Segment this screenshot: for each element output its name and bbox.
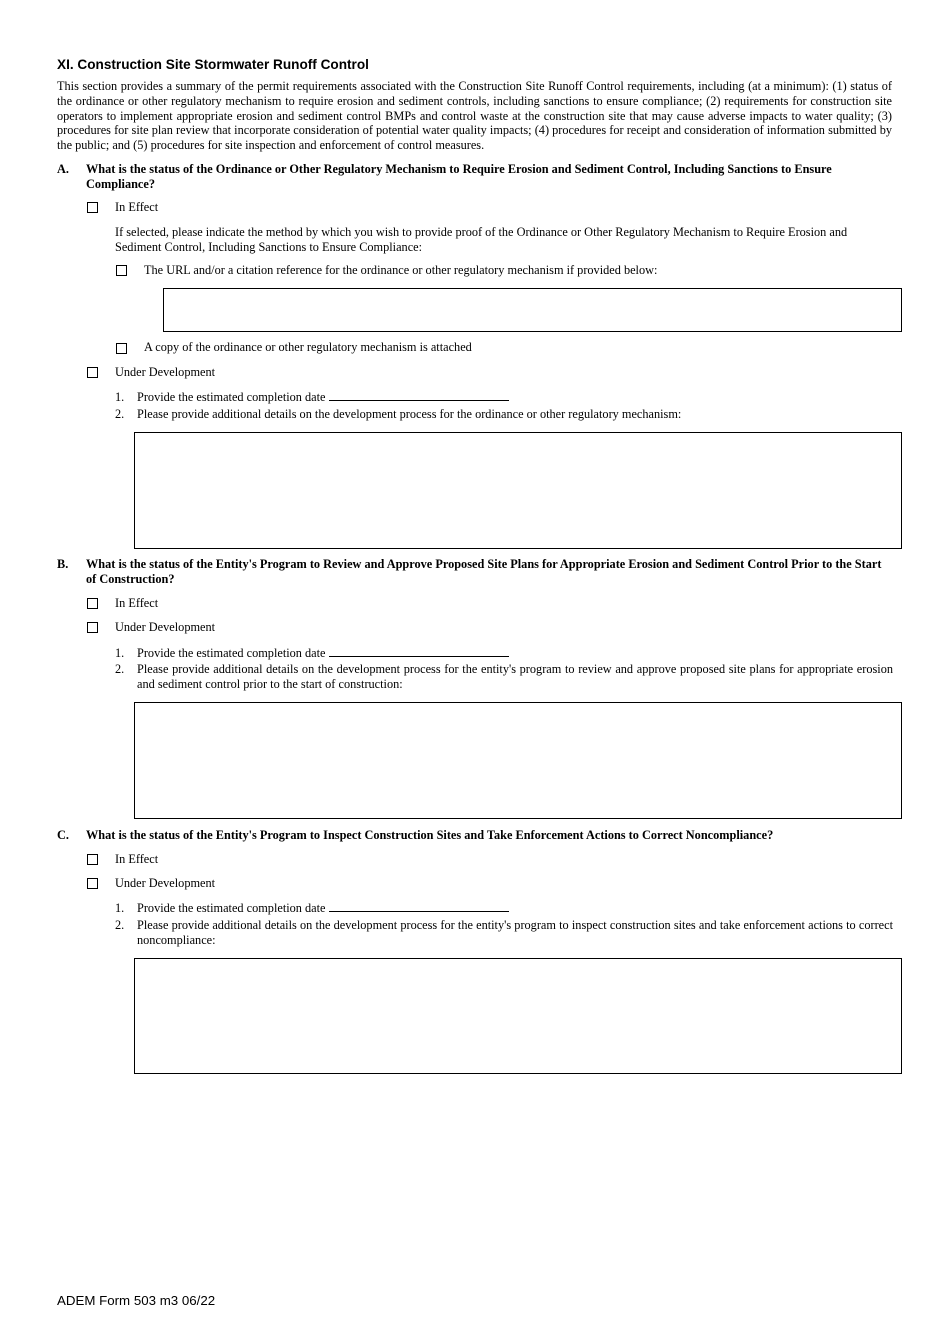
question-a-url-input[interactable] (164, 289, 901, 331)
question-a-item-1-number: 1. (115, 390, 125, 404)
question-c-item-2-number: 2. (115, 918, 125, 932)
question-b-under-development-checkbox[interactable] (87, 622, 98, 633)
question-c-letter: C. (57, 828, 69, 842)
question-c-under-development-label: Under Development (115, 876, 216, 890)
form-id-footer: ADEM Form 503 m3 06/22 (57, 1293, 216, 1308)
question-c-item-1 (115, 900, 509, 916)
question-a-copy-label: A copy of the ordinance or other regulatory mechanism is attached (144, 340, 472, 354)
question-c-in-effect-label: In Effect (115, 852, 159, 866)
question-a-url-field[interactable] (163, 288, 902, 332)
question-b-completion-date-line[interactable] (329, 645, 509, 657)
section-title: XI. Construction Site Stormwater Runoff Control (57, 57, 369, 72)
question-b-item-1 (115, 645, 509, 661)
question-c-completion-date-line[interactable] (329, 900, 509, 912)
question-b-item-1-number: 1. (115, 646, 125, 660)
question-c-in-effect-checkbox[interactable] (87, 854, 98, 865)
question-a-url-checkbox[interactable] (116, 265, 127, 276)
question-b-item-2 (115, 662, 893, 692)
question-b-details-input[interactable] (135, 703, 901, 818)
question-a-details-field[interactable] (134, 432, 902, 549)
question-a-in-effect-checkbox[interactable] (87, 202, 98, 213)
question-a-copy-checkbox[interactable] (116, 343, 127, 354)
question-a-letter: A. (57, 162, 69, 176)
question-c-details-field[interactable] (134, 958, 902, 1074)
question-a-completion-date-line[interactable] (329, 389, 509, 401)
question-a-item-2 (115, 407, 681, 422)
question-b-item-1-text: Provide the estimated completion date (137, 646, 326, 660)
question-a-details-input[interactable] (135, 433, 901, 548)
question-c-text: What is the status of the Entity's Program to Inspect Construction Sites and Take Enforcement Actions to Correct Noncompliance? (86, 828, 774, 842)
question-c-details-input[interactable] (135, 959, 901, 1073)
question-b-item-2-text: Please provide additional details on the development process for the entity's program to review and approve proposed site plans for appropriate erosion and sediment control prior to the start of construction: (137, 662, 893, 691)
question-b-letter: B. (57, 557, 69, 571)
question-a-item-2-number: 2. (115, 407, 125, 421)
question-a-url-label: The URL and/or a citation reference for the ordinance or other regulatory mechanism if provided below: (144, 263, 658, 277)
question-a-under-development-label: Under Development (115, 365, 216, 379)
question-a-text: What is the status of the Ordinance or Other Regulatory Mechanism to Require Erosion and Sediment Control, Including Sanctions to Ensure Compliance? (86, 162, 832, 191)
question-b-under-development-label: Under Development (115, 620, 216, 634)
question-a-item-1 (115, 389, 509, 405)
question-c-under-development-checkbox[interactable] (87, 878, 98, 889)
question-c-item-1-number: 1. (115, 901, 125, 915)
question-c-item-2-text: Please provide additional details on the development process for the entity's program to inspect construction sites and take enforcement actions to correct noncompliance: (137, 918, 893, 947)
question-b-text: What is the status of the Entity's Program to Review and Approve Proposed Site Plans for Appropriate Erosion and Sediment Control Prior to the Start of Construction? (86, 557, 882, 586)
question-b-item-2-number: 2. (115, 662, 125, 676)
question-b-in-effect-checkbox[interactable] (87, 598, 98, 609)
question-c-item-2 (115, 918, 893, 948)
question-b-details-field[interactable] (134, 702, 902, 819)
question-a-item-2-text: Please provide additional details on the development process for the ordinance or other regulatory mechanism: (137, 407, 682, 421)
question-a-if-selected-text: If selected, please indicate the method by which you wish to provide proof of the Ordinance or Other Regulatory Mechanism to Require Erosion and Sediment Control, Including Sanctions to Ensure Compliance: (115, 225, 848, 254)
question-a-under-development-checkbox[interactable] (87, 367, 98, 378)
question-a-item-1-text: Provide the estimated completion date (137, 390, 326, 404)
question-b-in-effect-label: In Effect (115, 596, 159, 610)
section-intro: This section provides a summary of the permit requirements associated with the Construction Site Runoff Control requirements, including (at a minimum): (1) status of the ordinance or other regulatory mechanism to require erosion and sediment controls, including sanctions to ensure compliance; (2) requirements for construction site operators to implement appropriate erosion and sediment control BMPs and control waste at the construction site that may cause adverse impacts to water quality; (3) procedures for site plan review that incorporate consideration of potential water quality impacts; (4) procedures for receipt and consideration of information submitted by the public; and (5) procedures for site inspection and enforcement of control measures. (57, 79, 892, 153)
question-c-item-1-text: Provide the estimated completion date (137, 901, 326, 915)
question-a-in-effect-label: In Effect (115, 200, 159, 214)
